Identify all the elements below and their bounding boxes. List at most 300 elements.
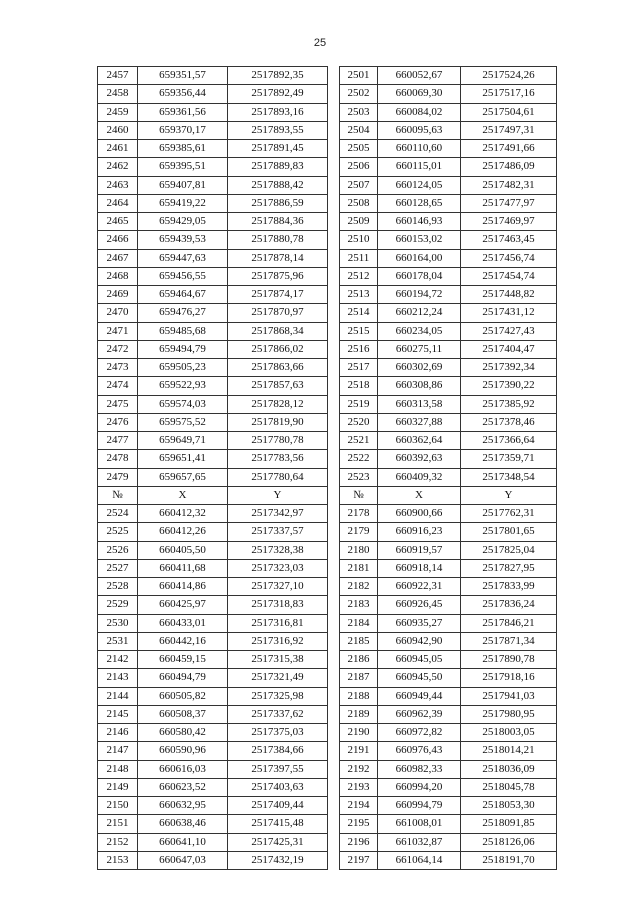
point-number-cell: 2473 bbox=[98, 359, 138, 377]
point-number-cell: 2184 bbox=[340, 614, 378, 632]
y-coordinate-cell: 2517427,43 bbox=[461, 322, 557, 340]
column-gap bbox=[328, 778, 340, 796]
header-x-cell: X bbox=[138, 486, 228, 504]
x-coordinate-cell: 660153,02 bbox=[378, 231, 461, 249]
column-gap bbox=[328, 669, 340, 687]
column-gap bbox=[328, 359, 340, 377]
point-number-cell: 2185 bbox=[340, 632, 378, 650]
x-coordinate-cell: 660362,64 bbox=[378, 432, 461, 450]
y-coordinate-cell: 2518014,21 bbox=[461, 742, 557, 760]
y-coordinate-cell: 2517893,55 bbox=[228, 121, 328, 139]
column-gap bbox=[328, 632, 340, 650]
y-coordinate-cell: 2517448,82 bbox=[461, 286, 557, 304]
table-row bbox=[98, 742, 557, 760]
y-coordinate-cell: 2517375,03 bbox=[228, 724, 328, 742]
table-row bbox=[98, 724, 557, 742]
y-coordinate-cell: 2517762,31 bbox=[461, 505, 557, 523]
x-coordinate-cell: 659439,53 bbox=[138, 231, 228, 249]
table-row bbox=[98, 760, 557, 778]
table-row bbox=[98, 578, 557, 596]
x-coordinate-cell: 660972,82 bbox=[378, 724, 461, 742]
y-coordinate-cell: 2517918,16 bbox=[461, 669, 557, 687]
y-coordinate-cell: 2517980,95 bbox=[461, 705, 557, 723]
column-gap bbox=[328, 286, 340, 304]
point-number-cell: 2507 bbox=[340, 176, 378, 194]
y-coordinate-cell: 2517870,97 bbox=[228, 304, 328, 322]
x-coordinate-cell: 659370,17 bbox=[138, 121, 228, 139]
x-coordinate-cell: 659407,81 bbox=[138, 176, 228, 194]
column-gap bbox=[328, 505, 340, 523]
x-coordinate-cell: 659356,44 bbox=[138, 85, 228, 103]
column-gap bbox=[328, 797, 340, 815]
x-coordinate-cell: 660580,42 bbox=[138, 724, 228, 742]
table-row bbox=[98, 413, 557, 431]
y-coordinate-cell: 2517323,03 bbox=[228, 559, 328, 577]
x-coordinate-cell: 660916,23 bbox=[378, 523, 461, 541]
column-gap bbox=[328, 377, 340, 395]
x-coordinate-cell: 660508,37 bbox=[138, 705, 228, 723]
x-coordinate-cell: 659351,57 bbox=[138, 67, 228, 85]
table-row bbox=[98, 450, 557, 468]
column-gap bbox=[328, 760, 340, 778]
x-coordinate-cell: 660412,32 bbox=[138, 505, 228, 523]
y-coordinate-cell: 2517415,48 bbox=[228, 815, 328, 833]
point-number-cell: 2144 bbox=[98, 687, 138, 705]
y-coordinate-cell: 2517868,34 bbox=[228, 322, 328, 340]
point-number-cell: 2191 bbox=[340, 742, 378, 760]
x-coordinate-cell: 659419,22 bbox=[138, 194, 228, 212]
point-number-cell: 2463 bbox=[98, 176, 138, 194]
point-number-cell: 2513 bbox=[340, 286, 378, 304]
y-coordinate-cell: 2517342,97 bbox=[228, 505, 328, 523]
point-number-cell: 2179 bbox=[340, 523, 378, 541]
table-row bbox=[98, 651, 557, 669]
column-gap bbox=[328, 614, 340, 632]
x-coordinate-cell: 660982,33 bbox=[378, 760, 461, 778]
table-row bbox=[98, 304, 557, 322]
y-coordinate-cell: 2517780,64 bbox=[228, 468, 328, 486]
x-coordinate-cell: 660124,05 bbox=[378, 176, 461, 194]
point-number-cell: 2523 bbox=[340, 468, 378, 486]
x-coordinate-cell: 660425,97 bbox=[138, 596, 228, 614]
column-gap bbox=[328, 541, 340, 559]
point-number-cell: 2527 bbox=[98, 559, 138, 577]
x-coordinate-cell: 660900,66 bbox=[378, 505, 461, 523]
y-coordinate-cell: 2517477,97 bbox=[461, 194, 557, 212]
x-coordinate-cell: 660052,67 bbox=[378, 67, 461, 85]
point-number-cell: 2466 bbox=[98, 231, 138, 249]
x-coordinate-cell: 660302,69 bbox=[378, 359, 461, 377]
x-coordinate-cell: 659485,68 bbox=[138, 322, 228, 340]
column-gap bbox=[328, 705, 340, 723]
x-coordinate-cell: 660623,52 bbox=[138, 778, 228, 796]
table-row bbox=[98, 632, 557, 650]
column-gap bbox=[328, 468, 340, 486]
point-number-cell: 2472 bbox=[98, 340, 138, 358]
point-number-cell: 2459 bbox=[98, 103, 138, 121]
y-coordinate-cell: 2517517,16 bbox=[461, 85, 557, 103]
table-row bbox=[98, 851, 557, 869]
table-row bbox=[98, 176, 557, 194]
y-coordinate-cell: 2518036,09 bbox=[461, 760, 557, 778]
y-coordinate-cell: 2517385,92 bbox=[461, 395, 557, 413]
y-coordinate-cell: 2517325,98 bbox=[228, 687, 328, 705]
x-coordinate-cell: 659575,52 bbox=[138, 413, 228, 431]
x-coordinate-cell: 661064,14 bbox=[378, 851, 461, 869]
column-gap bbox=[328, 559, 340, 577]
point-number-cell: 2460 bbox=[98, 121, 138, 139]
y-coordinate-cell: 2517884,36 bbox=[228, 213, 328, 231]
y-coordinate-cell: 2517780,78 bbox=[228, 432, 328, 450]
y-coordinate-cell: 2517390,22 bbox=[461, 377, 557, 395]
x-coordinate-cell: 659494,79 bbox=[138, 340, 228, 358]
point-number-cell: 2509 bbox=[340, 213, 378, 231]
table-row bbox=[98, 523, 557, 541]
column-gap bbox=[328, 486, 340, 504]
y-coordinate-cell: 2517425,31 bbox=[228, 833, 328, 851]
point-number-cell: 2462 bbox=[98, 158, 138, 176]
y-coordinate-cell: 2517359,71 bbox=[461, 450, 557, 468]
y-coordinate-cell: 2517892,35 bbox=[228, 67, 328, 85]
y-coordinate-cell: 2517819,90 bbox=[228, 413, 328, 431]
coordinates-table-body bbox=[98, 67, 557, 870]
point-number-cell: 2467 bbox=[98, 249, 138, 267]
point-number-cell: 2147 bbox=[98, 742, 138, 760]
point-number-cell: 2153 bbox=[98, 851, 138, 869]
y-coordinate-cell: 2517482,31 bbox=[461, 176, 557, 194]
y-coordinate-cell: 2517316,81 bbox=[228, 614, 328, 632]
point-number-cell: 2521 bbox=[340, 432, 378, 450]
y-coordinate-cell: 2517404,47 bbox=[461, 340, 557, 358]
table-row bbox=[98, 797, 557, 815]
x-coordinate-cell: 660922,31 bbox=[378, 578, 461, 596]
x-coordinate-cell: 660935,27 bbox=[378, 614, 461, 632]
table-row bbox=[98, 158, 557, 176]
y-coordinate-cell: 2517857,63 bbox=[228, 377, 328, 395]
x-coordinate-cell: 660926,45 bbox=[378, 596, 461, 614]
point-number-cell: 2464 bbox=[98, 194, 138, 212]
x-coordinate-cell: 659476,27 bbox=[138, 304, 228, 322]
x-coordinate-cell: 660327,88 bbox=[378, 413, 461, 431]
point-number-cell: 2529 bbox=[98, 596, 138, 614]
table-row bbox=[98, 340, 557, 358]
y-coordinate-cell: 2517366,64 bbox=[461, 432, 557, 450]
y-coordinate-cell: 2517863,66 bbox=[228, 359, 328, 377]
x-coordinate-cell: 660084,02 bbox=[378, 103, 461, 121]
point-number-cell: 2501 bbox=[340, 67, 378, 85]
x-coordinate-cell: 659395,51 bbox=[138, 158, 228, 176]
point-number-cell: 2146 bbox=[98, 724, 138, 742]
point-number-cell: 2503 bbox=[340, 103, 378, 121]
y-coordinate-cell: 2517328,38 bbox=[228, 541, 328, 559]
point-number-cell: 2477 bbox=[98, 432, 138, 450]
y-coordinate-cell: 2517327,10 bbox=[228, 578, 328, 596]
point-number-cell: 2525 bbox=[98, 523, 138, 541]
y-coordinate-cell: 2517378,46 bbox=[461, 413, 557, 431]
table-row bbox=[98, 596, 557, 614]
x-coordinate-cell: 660505,82 bbox=[138, 687, 228, 705]
point-number-cell: 2149 bbox=[98, 778, 138, 796]
x-coordinate-cell: 660110,60 bbox=[378, 140, 461, 158]
point-number-cell: 2528 bbox=[98, 578, 138, 596]
point-number-cell: 2458 bbox=[98, 85, 138, 103]
y-coordinate-cell: 2517384,66 bbox=[228, 742, 328, 760]
table-row bbox=[98, 432, 557, 450]
column-gap bbox=[328, 596, 340, 614]
y-coordinate-cell: 2517801,65 bbox=[461, 523, 557, 541]
point-number-cell: 2180 bbox=[340, 541, 378, 559]
x-coordinate-cell: 660590,96 bbox=[138, 742, 228, 760]
point-number-cell: 2478 bbox=[98, 450, 138, 468]
column-gap bbox=[328, 304, 340, 322]
column-gap bbox=[328, 140, 340, 158]
table-row bbox=[98, 541, 557, 559]
x-coordinate-cell: 659361,56 bbox=[138, 103, 228, 121]
column-gap bbox=[328, 742, 340, 760]
column-gap bbox=[328, 158, 340, 176]
column-gap bbox=[328, 687, 340, 705]
point-number-cell: 2145 bbox=[98, 705, 138, 723]
x-coordinate-cell: 660647,03 bbox=[138, 851, 228, 869]
x-coordinate-cell: 660494,79 bbox=[138, 669, 228, 687]
x-coordinate-cell: 660459,15 bbox=[138, 651, 228, 669]
x-coordinate-cell: 660945,05 bbox=[378, 651, 461, 669]
table-row bbox=[98, 121, 557, 139]
x-coordinate-cell: 660313,58 bbox=[378, 395, 461, 413]
y-coordinate-cell: 2517891,45 bbox=[228, 140, 328, 158]
page-number: 25 bbox=[313, 37, 327, 49]
x-coordinate-cell: 660115,01 bbox=[378, 158, 461, 176]
column-gap bbox=[328, 523, 340, 541]
point-number-cell: 2506 bbox=[340, 158, 378, 176]
table-row bbox=[98, 833, 557, 851]
x-coordinate-cell: 660433,01 bbox=[138, 614, 228, 632]
point-number-cell: 2530 bbox=[98, 614, 138, 632]
table-row bbox=[98, 778, 557, 796]
y-coordinate-cell: 2518091,85 bbox=[461, 815, 557, 833]
point-number-cell: 2150 bbox=[98, 797, 138, 815]
point-number-cell: 2142 bbox=[98, 651, 138, 669]
point-number-cell: 2190 bbox=[340, 724, 378, 742]
y-coordinate-cell: 2517890,78 bbox=[461, 651, 557, 669]
y-coordinate-cell: 2517316,92 bbox=[228, 632, 328, 650]
point-number-cell: 2196 bbox=[340, 833, 378, 851]
y-coordinate-cell: 2517392,34 bbox=[461, 359, 557, 377]
point-number-cell: 2194 bbox=[340, 797, 378, 815]
y-coordinate-cell: 2517318,83 bbox=[228, 596, 328, 614]
y-coordinate-cell: 2517409,44 bbox=[228, 797, 328, 815]
x-coordinate-cell: 660942,90 bbox=[378, 632, 461, 650]
column-gap bbox=[328, 413, 340, 431]
point-number-cell: 2182 bbox=[340, 578, 378, 596]
y-coordinate-cell: 2518003,05 bbox=[461, 724, 557, 742]
point-number-cell: 2479 bbox=[98, 468, 138, 486]
y-coordinate-cell: 2517836,24 bbox=[461, 596, 557, 614]
header-x-cell: X bbox=[378, 486, 461, 504]
column-gap bbox=[328, 724, 340, 742]
y-coordinate-cell: 2517497,31 bbox=[461, 121, 557, 139]
column-gap bbox=[328, 432, 340, 450]
x-coordinate-cell: 660405,50 bbox=[138, 541, 228, 559]
point-number-cell: 2188 bbox=[340, 687, 378, 705]
table-row bbox=[98, 231, 557, 249]
point-number-cell: 2505 bbox=[340, 140, 378, 158]
x-coordinate-cell: 659657,65 bbox=[138, 468, 228, 486]
column-gap bbox=[328, 213, 340, 231]
table-row bbox=[98, 103, 557, 121]
y-coordinate-cell: 2518191,70 bbox=[461, 851, 557, 869]
point-number-cell: 2531 bbox=[98, 632, 138, 650]
y-coordinate-cell: 2517491,66 bbox=[461, 140, 557, 158]
column-gap bbox=[328, 121, 340, 139]
y-coordinate-cell: 2517432,19 bbox=[228, 851, 328, 869]
table-row bbox=[98, 687, 557, 705]
x-coordinate-cell: 660069,30 bbox=[378, 85, 461, 103]
column-gap bbox=[328, 103, 340, 121]
point-number-cell: 2518 bbox=[340, 377, 378, 395]
x-coordinate-cell: 660128,65 bbox=[378, 194, 461, 212]
point-number-cell: 2508 bbox=[340, 194, 378, 212]
point-number-cell: 2471 bbox=[98, 322, 138, 340]
y-coordinate-cell: 2517469,97 bbox=[461, 213, 557, 231]
point-number-cell: 2524 bbox=[98, 505, 138, 523]
y-coordinate-cell: 2517871,34 bbox=[461, 632, 557, 650]
y-coordinate-cell: 2517880,78 bbox=[228, 231, 328, 249]
table-row bbox=[98, 267, 557, 285]
x-coordinate-cell: 659522,93 bbox=[138, 377, 228, 395]
point-number-cell: 2189 bbox=[340, 705, 378, 723]
y-coordinate-cell: 2517828,12 bbox=[228, 395, 328, 413]
x-coordinate-cell: 660234,05 bbox=[378, 322, 461, 340]
point-number-cell: 2192 bbox=[340, 760, 378, 778]
x-coordinate-cell: 660164,00 bbox=[378, 249, 461, 267]
y-coordinate-cell: 2517878,14 bbox=[228, 249, 328, 267]
x-coordinate-cell: 659651,41 bbox=[138, 450, 228, 468]
point-number-cell: 2457 bbox=[98, 67, 138, 85]
x-coordinate-cell: 660178,04 bbox=[378, 267, 461, 285]
y-coordinate-cell: 2517348,54 bbox=[461, 468, 557, 486]
y-coordinate-cell: 2517524,26 bbox=[461, 67, 557, 85]
point-number-cell: 2461 bbox=[98, 140, 138, 158]
x-coordinate-cell: 660632,95 bbox=[138, 797, 228, 815]
column-gap bbox=[328, 322, 340, 340]
column-gap bbox=[328, 833, 340, 851]
x-coordinate-cell: 660976,43 bbox=[378, 742, 461, 760]
x-coordinate-cell: 660442,16 bbox=[138, 632, 228, 650]
y-coordinate-cell: 2517397,55 bbox=[228, 760, 328, 778]
column-gap bbox=[328, 85, 340, 103]
y-coordinate-cell: 2517827,95 bbox=[461, 559, 557, 577]
x-coordinate-cell: 660638,46 bbox=[138, 815, 228, 833]
table-row bbox=[98, 67, 557, 85]
column-gap bbox=[328, 578, 340, 596]
y-coordinate-cell: 2517866,02 bbox=[228, 340, 328, 358]
y-coordinate-cell: 2517463,45 bbox=[461, 231, 557, 249]
table-row bbox=[98, 322, 557, 340]
x-coordinate-cell: 659464,67 bbox=[138, 286, 228, 304]
table-row bbox=[98, 213, 557, 231]
point-number-cell: 2476 bbox=[98, 413, 138, 431]
x-coordinate-cell: 660949,44 bbox=[378, 687, 461, 705]
point-number-cell: 2195 bbox=[340, 815, 378, 833]
y-coordinate-cell: 2517454,74 bbox=[461, 267, 557, 285]
table-row bbox=[98, 614, 557, 632]
x-coordinate-cell: 659649,71 bbox=[138, 432, 228, 450]
point-number-cell: 2510 bbox=[340, 231, 378, 249]
point-number-cell: 2469 bbox=[98, 286, 138, 304]
y-coordinate-cell: 2517892,49 bbox=[228, 85, 328, 103]
header-y-cell: Y bbox=[228, 486, 328, 504]
x-coordinate-cell: 660616,03 bbox=[138, 760, 228, 778]
x-coordinate-cell: 661008,01 bbox=[378, 815, 461, 833]
y-coordinate-cell: 2517783,56 bbox=[228, 450, 328, 468]
point-number-cell: 2187 bbox=[340, 669, 378, 687]
point-number-cell: 2514 bbox=[340, 304, 378, 322]
point-number-cell: 2193 bbox=[340, 778, 378, 796]
point-number-cell: 2522 bbox=[340, 450, 378, 468]
x-coordinate-cell: 660212,24 bbox=[378, 304, 461, 322]
x-coordinate-cell: 660409,32 bbox=[378, 468, 461, 486]
column-gap bbox=[328, 395, 340, 413]
header-number-cell: № bbox=[340, 486, 378, 504]
x-coordinate-cell: 659447,63 bbox=[138, 249, 228, 267]
y-coordinate-cell: 2517889,83 bbox=[228, 158, 328, 176]
y-coordinate-cell: 2517833,99 bbox=[461, 578, 557, 596]
point-number-cell: 2465 bbox=[98, 213, 138, 231]
point-number-cell: 2183 bbox=[340, 596, 378, 614]
y-coordinate-cell: 2517337,57 bbox=[228, 523, 328, 541]
table-row bbox=[98, 377, 557, 395]
point-number-cell: 2516 bbox=[340, 340, 378, 358]
y-coordinate-cell: 2517486,09 bbox=[461, 158, 557, 176]
column-gap bbox=[328, 450, 340, 468]
x-coordinate-cell: 660414,86 bbox=[138, 578, 228, 596]
point-number-cell: 2515 bbox=[340, 322, 378, 340]
column-gap bbox=[328, 194, 340, 212]
y-coordinate-cell: 2517403,63 bbox=[228, 778, 328, 796]
point-number-cell: 2502 bbox=[340, 85, 378, 103]
table-row bbox=[98, 705, 557, 723]
y-coordinate-cell: 2517315,38 bbox=[228, 651, 328, 669]
table-row bbox=[98, 559, 557, 577]
coordinates-table bbox=[97, 66, 557, 870]
column-gap bbox=[328, 231, 340, 249]
y-coordinate-cell: 2517431,12 bbox=[461, 304, 557, 322]
table-row bbox=[98, 505, 557, 523]
column-gap bbox=[328, 340, 340, 358]
table-row bbox=[98, 286, 557, 304]
point-number-cell: 2181 bbox=[340, 559, 378, 577]
x-coordinate-cell: 660146,93 bbox=[378, 213, 461, 231]
point-number-cell: 2178 bbox=[340, 505, 378, 523]
x-coordinate-cell: 660994,20 bbox=[378, 778, 461, 796]
point-number-cell: 2468 bbox=[98, 267, 138, 285]
x-coordinate-cell: 660918,14 bbox=[378, 559, 461, 577]
column-gap bbox=[328, 815, 340, 833]
x-coordinate-cell: 660392,63 bbox=[378, 450, 461, 468]
y-coordinate-cell: 2517875,96 bbox=[228, 267, 328, 285]
point-number-cell: 2470 bbox=[98, 304, 138, 322]
y-coordinate-cell: 2517504,61 bbox=[461, 103, 557, 121]
x-coordinate-cell: 660641,10 bbox=[138, 833, 228, 851]
y-coordinate-cell: 2517321,49 bbox=[228, 669, 328, 687]
x-coordinate-cell: 660275,11 bbox=[378, 340, 461, 358]
x-coordinate-cell: 660919,57 bbox=[378, 541, 461, 559]
column-gap bbox=[328, 67, 340, 85]
point-number-cell: 2475 bbox=[98, 395, 138, 413]
column-gap bbox=[328, 176, 340, 194]
y-coordinate-cell: 2518126,06 bbox=[461, 833, 557, 851]
